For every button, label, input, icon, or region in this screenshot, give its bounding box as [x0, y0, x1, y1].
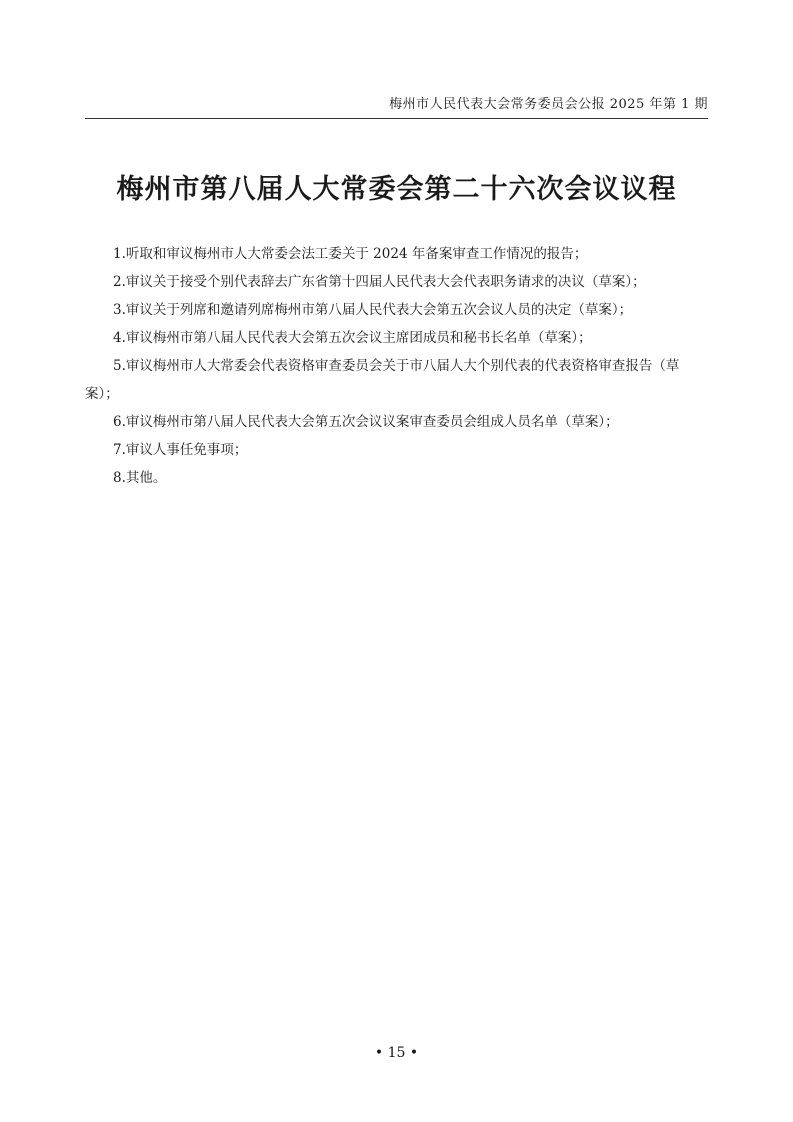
agenda-item: 4.审议梅州市第八届人民代表大会第五次会议主席团成员和秘书长名单（草案）；: [113, 330, 592, 346]
page-number: • 15 •: [374, 1045, 419, 1061]
agenda-item: 8.其他。: [113, 470, 167, 486]
agenda-list: [85, 240, 708, 492]
agenda-item: 3.审议关于列席和邀请列席梅州市第八届人民代表大会第五次会议人员的决定（草案）；: [113, 302, 633, 318]
document-title: 梅州市第八届人大常委会第二十六次会议议程: [116, 174, 677, 205]
agenda-item: 5.审议梅州市人大常委会代表资格审查委员会关于市八届人大个别代表的代表资格审查报告（草案）；: [85, 358, 680, 402]
agenda-item: 6.审议梅州市第八届人民代表大会第五次会议议案审查委员会组成人员名单（草案）；: [113, 414, 619, 430]
agenda-item: 1.听取和审议梅州市人大常委会法工委关于 2024 年备案审查工作情况的报告；: [113, 246, 588, 262]
page-header: [85, 96, 708, 119]
header-publication-title: 梅州市人民代表大会常务委员会公报 2025 年第 1 期: [389, 97, 708, 112]
agenda-item: 2.审议关于接受个别代表辞去广东省第十四届人民代表大会代表职务请求的决议（草案）；: [113, 274, 646, 290]
agenda-item: 7.审议人事任免事项；: [113, 442, 248, 458]
